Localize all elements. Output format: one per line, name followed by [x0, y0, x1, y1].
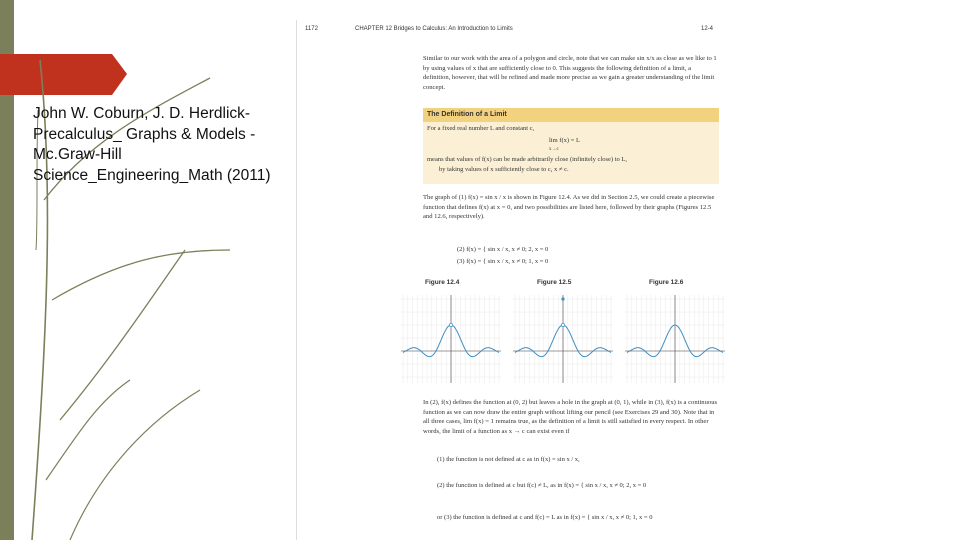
figure-graph-3 [621, 289, 729, 389]
hole-point [561, 323, 564, 326]
piecewise-3: (3) f(x) = { sin x / x, x ≠ 0; 1, x = 0 [457, 258, 549, 265]
definition-line3: by taking values of x sufficiently close to c, x ≠ c. [439, 166, 569, 173]
case-3: or (3) the function is defined at c and f(c) = L as in f(x) = { sin x / x, x ≠ 0; 1, x = 0 [437, 514, 653, 521]
piecewise-2: (2) f(x) = { sin x / x, x ≠ 0; 2, x = 0 [457, 246, 549, 253]
figure-label-3: Figure 12.6 [649, 279, 684, 286]
branch-line [52, 250, 230, 300]
defined-point [561, 297, 564, 300]
section-ref: 12-4 [701, 26, 714, 32]
branch-line [46, 380, 130, 480]
hole-point [449, 323, 452, 326]
definition-formula-sub: x→c [549, 147, 559, 152]
source-caption: John W. Coburn, J. D. Herdlick-Precalculus_ Graphs & Models - Mc.Graw-Hill Science_Engineering_Math (2011) [33, 105, 271, 184]
red-ribbon-shape [0, 54, 127, 95]
figure-graph-2 [509, 289, 617, 389]
figure-graph-1 [397, 289, 505, 389]
definition-line1: For a fixed real number L and constant c, [427, 125, 535, 132]
case-2: (2) the function is defined at c but f(c) ≠ L, as in f(x) = { sin x / x, x ≠ 0; 2, x = 0 [437, 482, 647, 489]
definition-title: The Definition of a Limit [423, 108, 719, 122]
branch-line [70, 390, 200, 540]
chapter-title: CHAPTER 12 Bridges to Calculus: An Introduction to Limits [355, 26, 513, 32]
figure-label-1: Figure 12.4 [425, 279, 460, 286]
definition-box [423, 108, 719, 184]
page-number: 1172 [305, 26, 318, 32]
definition-line2: means that values of f(x) can be made arbitrarily close (infinitely close) to L, [427, 156, 627, 163]
textbook-page [296, 20, 729, 540]
case-1: (1) the function is not defined at c as in f(x) = sin x / x, [437, 456, 580, 463]
figure-label-2: Figure 12.5 [537, 279, 572, 286]
closing-paragraph: In (2), f(x) defines the function at (0, 2) but leaves a hole in the graph at (0, 1), while in (3), f(x) is a continuous function as we can now draw the entire graph without lifting our pencil (see Exercises 29 and 30). Note that in all three cases, lim f(x) = 1 remains true, as the definition of a limit is still satisfied in every respect. In other words, the limit of a function as x → c can exist even if [423, 399, 718, 435]
branch-line [60, 250, 185, 420]
graph-paragraph: The graph of (1) f(x) = sin x / x is shown in Figure 12.4. As we did in Section 2.5, we could create a piecewise function that defines f(x) at x = 0, and two possibilities are listed here, followed by their graphs (Figures 12.5 and 12.6, respectively). [423, 194, 715, 220]
decorative-branches [0, 0, 300, 540]
intro-paragraph: Similar to our work with the area of a polygon and circle, note that we can make sin x/x as close as we like to 1 by using values of x that are sufficiently close to 0. This suggests the following definition of a limit, a definition, however, that will be refined and made more precise as we gain a greater understanding of the limit concept. [423, 55, 717, 91]
definition-formula: lim f(x) = L [549, 137, 580, 144]
